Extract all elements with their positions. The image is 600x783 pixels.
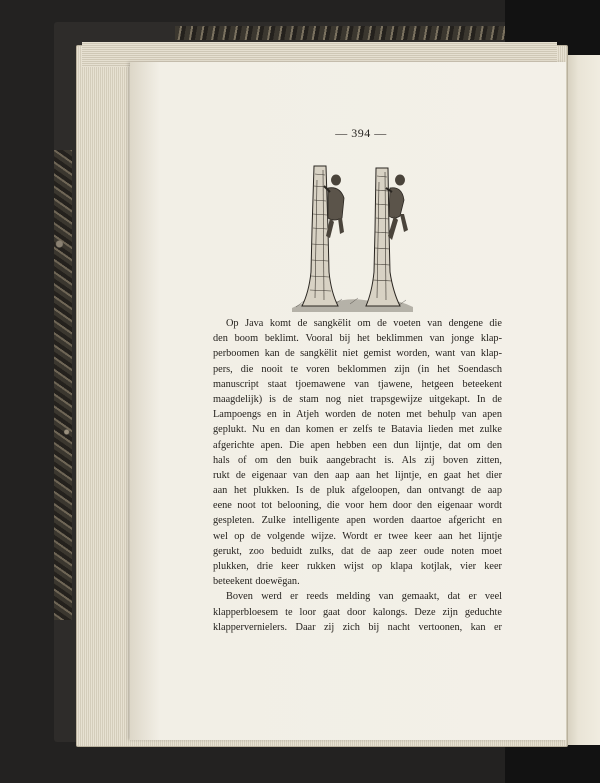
text-line: perboomen kan de sangkëlit niet gemist worden, want van klap- <box>213 348 502 360</box>
body-text <box>213 316 502 635</box>
text-line: plukken, drie keer rukken wijst op klapa kotjlak, vier keer <box>213 561 502 572</box>
text-line: rukt de eigenaar van den aap aan het lijntje, en gaat het dier <box>213 469 502 481</box>
text-line: geplukt. Nu en dan komen er zelfs te Batavia lieden met zulke <box>213 424 502 436</box>
page-number: — 394 — <box>335 126 387 140</box>
text-line: Boven werd er reeds melding van gemaakt, dat er veel <box>226 591 502 603</box>
text-line: gespleten. Zulke intelligente apen worden daartoe afgericht en <box>213 515 502 527</box>
text-line: manuscript staat tjoemawene van tjawene, hetgeen beteekent <box>213 378 502 390</box>
text-line: maagdelijk) is de stam nog niet trapsgewijze uitgekapt. In de <box>213 393 502 405</box>
text-line: Lampoengs en in Atjeh worden de noten met behulp van apen <box>213 409 502 421</box>
text-line: aan het plukken. Is de pluk afgeloopen, dan ontvangt de aap <box>213 485 502 497</box>
marbled-cover-edge-left <box>54 150 72 620</box>
text-line: beteekent doewëgan. <box>213 576 300 588</box>
text-line: den boom beklimt. Vooral bij het beklimmen van jonge klap- <box>213 333 502 345</box>
marbled-cover-edge-top <box>175 26 505 40</box>
text-line: pers, die nooit te voren beklommen zijn (in het Soendasch <box>213 363 502 375</box>
text-line: afgerichte apen. Die apen hebben een dun lijntje, dat om den <box>213 439 502 451</box>
text-line: Op Java komt de sangkëlit om de voeten van dengene die <box>226 318 502 329</box>
text-line: wel op de volgende wijze. Wordt er twee keer aan het lijntje <box>213 530 502 542</box>
text-line: klappervernielers. Daar zij zich bij nacht vertoonen, kan er <box>213 621 502 633</box>
text-line: gerukt, zoo beduidt zulks, dat de aap zeer oude noten moet <box>213 545 502 557</box>
text-line: eene noot tot belooning, die voor hem door den eigenaar wordt <box>213 500 502 512</box>
climbers-on-palm-trees-engraving-icon <box>290 160 415 312</box>
text-line: hals of om den buik aangebracht is. Als zij boven zitten, <box>213 454 502 466</box>
text-line: klapperbloesem te loor gaat door kalongs. Deze zijn geduchte <box>213 606 502 618</box>
